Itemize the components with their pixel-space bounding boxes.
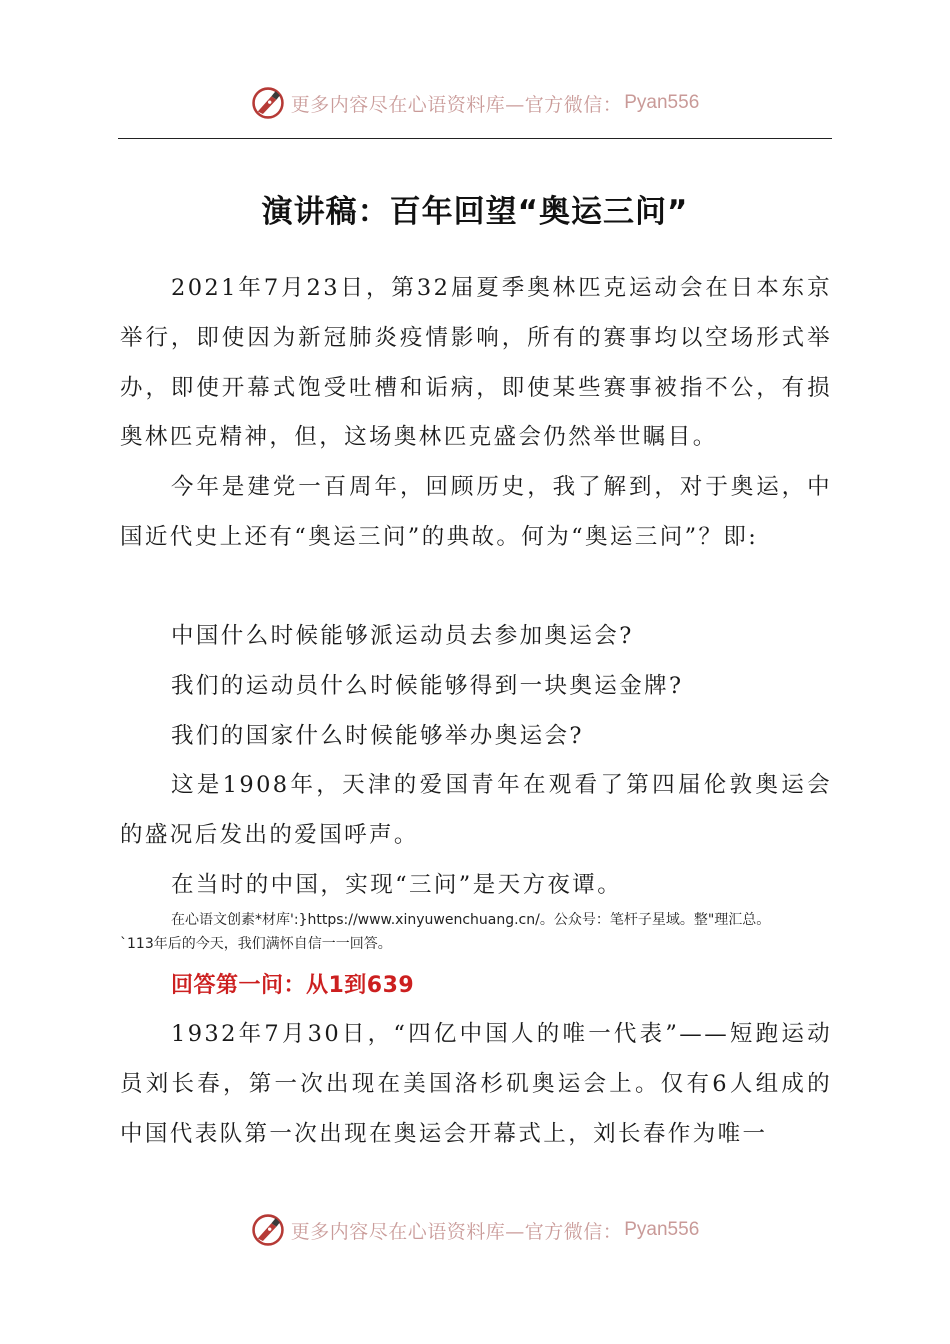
paragraph-intro: 2021年7月23日，第32届夏季奥林匹克运动会在日本东京举行，即使因为新冠肺炎疫情影响，所有的赛事均以空场形式举办，即使开幕式饱受吐槽和诟病，即使某些赛事被指不公，有损奥林匹克精神，但，这场奥林匹克盛会仍然举世瞩目。 [120,275,832,451]
banner-wechat-id: Pyan556 [624,1219,700,1240]
paragraph-background: 今年是建党一百周年，回顾历史，我了解到，对于奥运，中国近代史上还有“奥运三问”的典故。何为“奥运三问”？即: [120,474,832,550]
pen-nib-logo [251,1213,285,1247]
paragraph-impossible: 在当时的中国，实现“三问”是天方夜谭。 [171,872,623,898]
banner-text: 更多内容尽在心语资料库—官方微信： [290,1220,623,1243]
section-heading: 回答第一问：从1到639 [171,973,415,998]
transition-line: `113年后的今天，我们满怀自信一一回答。 [120,936,392,952]
paragraph-liu-changchun: 1932年7月30日，“四亿中国人的唯一代表”——短跑运动员刘长春，第一次出现在美国洛杉矶奥运会上。仅有6人组成的中国代表队第一次出现在奥运会开幕式上，刘长春作为唯一 [120,1021,832,1147]
page-title: 演讲稿：百年回望“奥运三问” [261,194,689,230]
header-banner [0,83,950,123]
question-one: 中国什么时候能够派运动员去参加奥运会? [171,623,634,649]
paragraph-origin: 这是1908年，天津的爱国青年在观看了第四届伦敦奥运会的盛况后发出的爱国呼声。 [120,772,832,848]
footer-banner [0,1210,950,1250]
question-three: 我们的国家什么时候能够举办奥运会? [171,723,584,749]
banner-text: 更多内容尽在心语资料库—官方微信： [290,93,623,116]
header-divider [118,138,832,139]
banner-wechat-id: Pyan556 [624,92,700,113]
question-two: 我们的运动员什么时候能够得到一块奥运金牌? [171,673,684,699]
source-note: 在心语文创素*材库':}https://www.xinyuwenchuang.cn/。公众号：笔杆子星域。整"理汇总。 [171,912,771,928]
pen-nib-logo [251,86,285,120]
